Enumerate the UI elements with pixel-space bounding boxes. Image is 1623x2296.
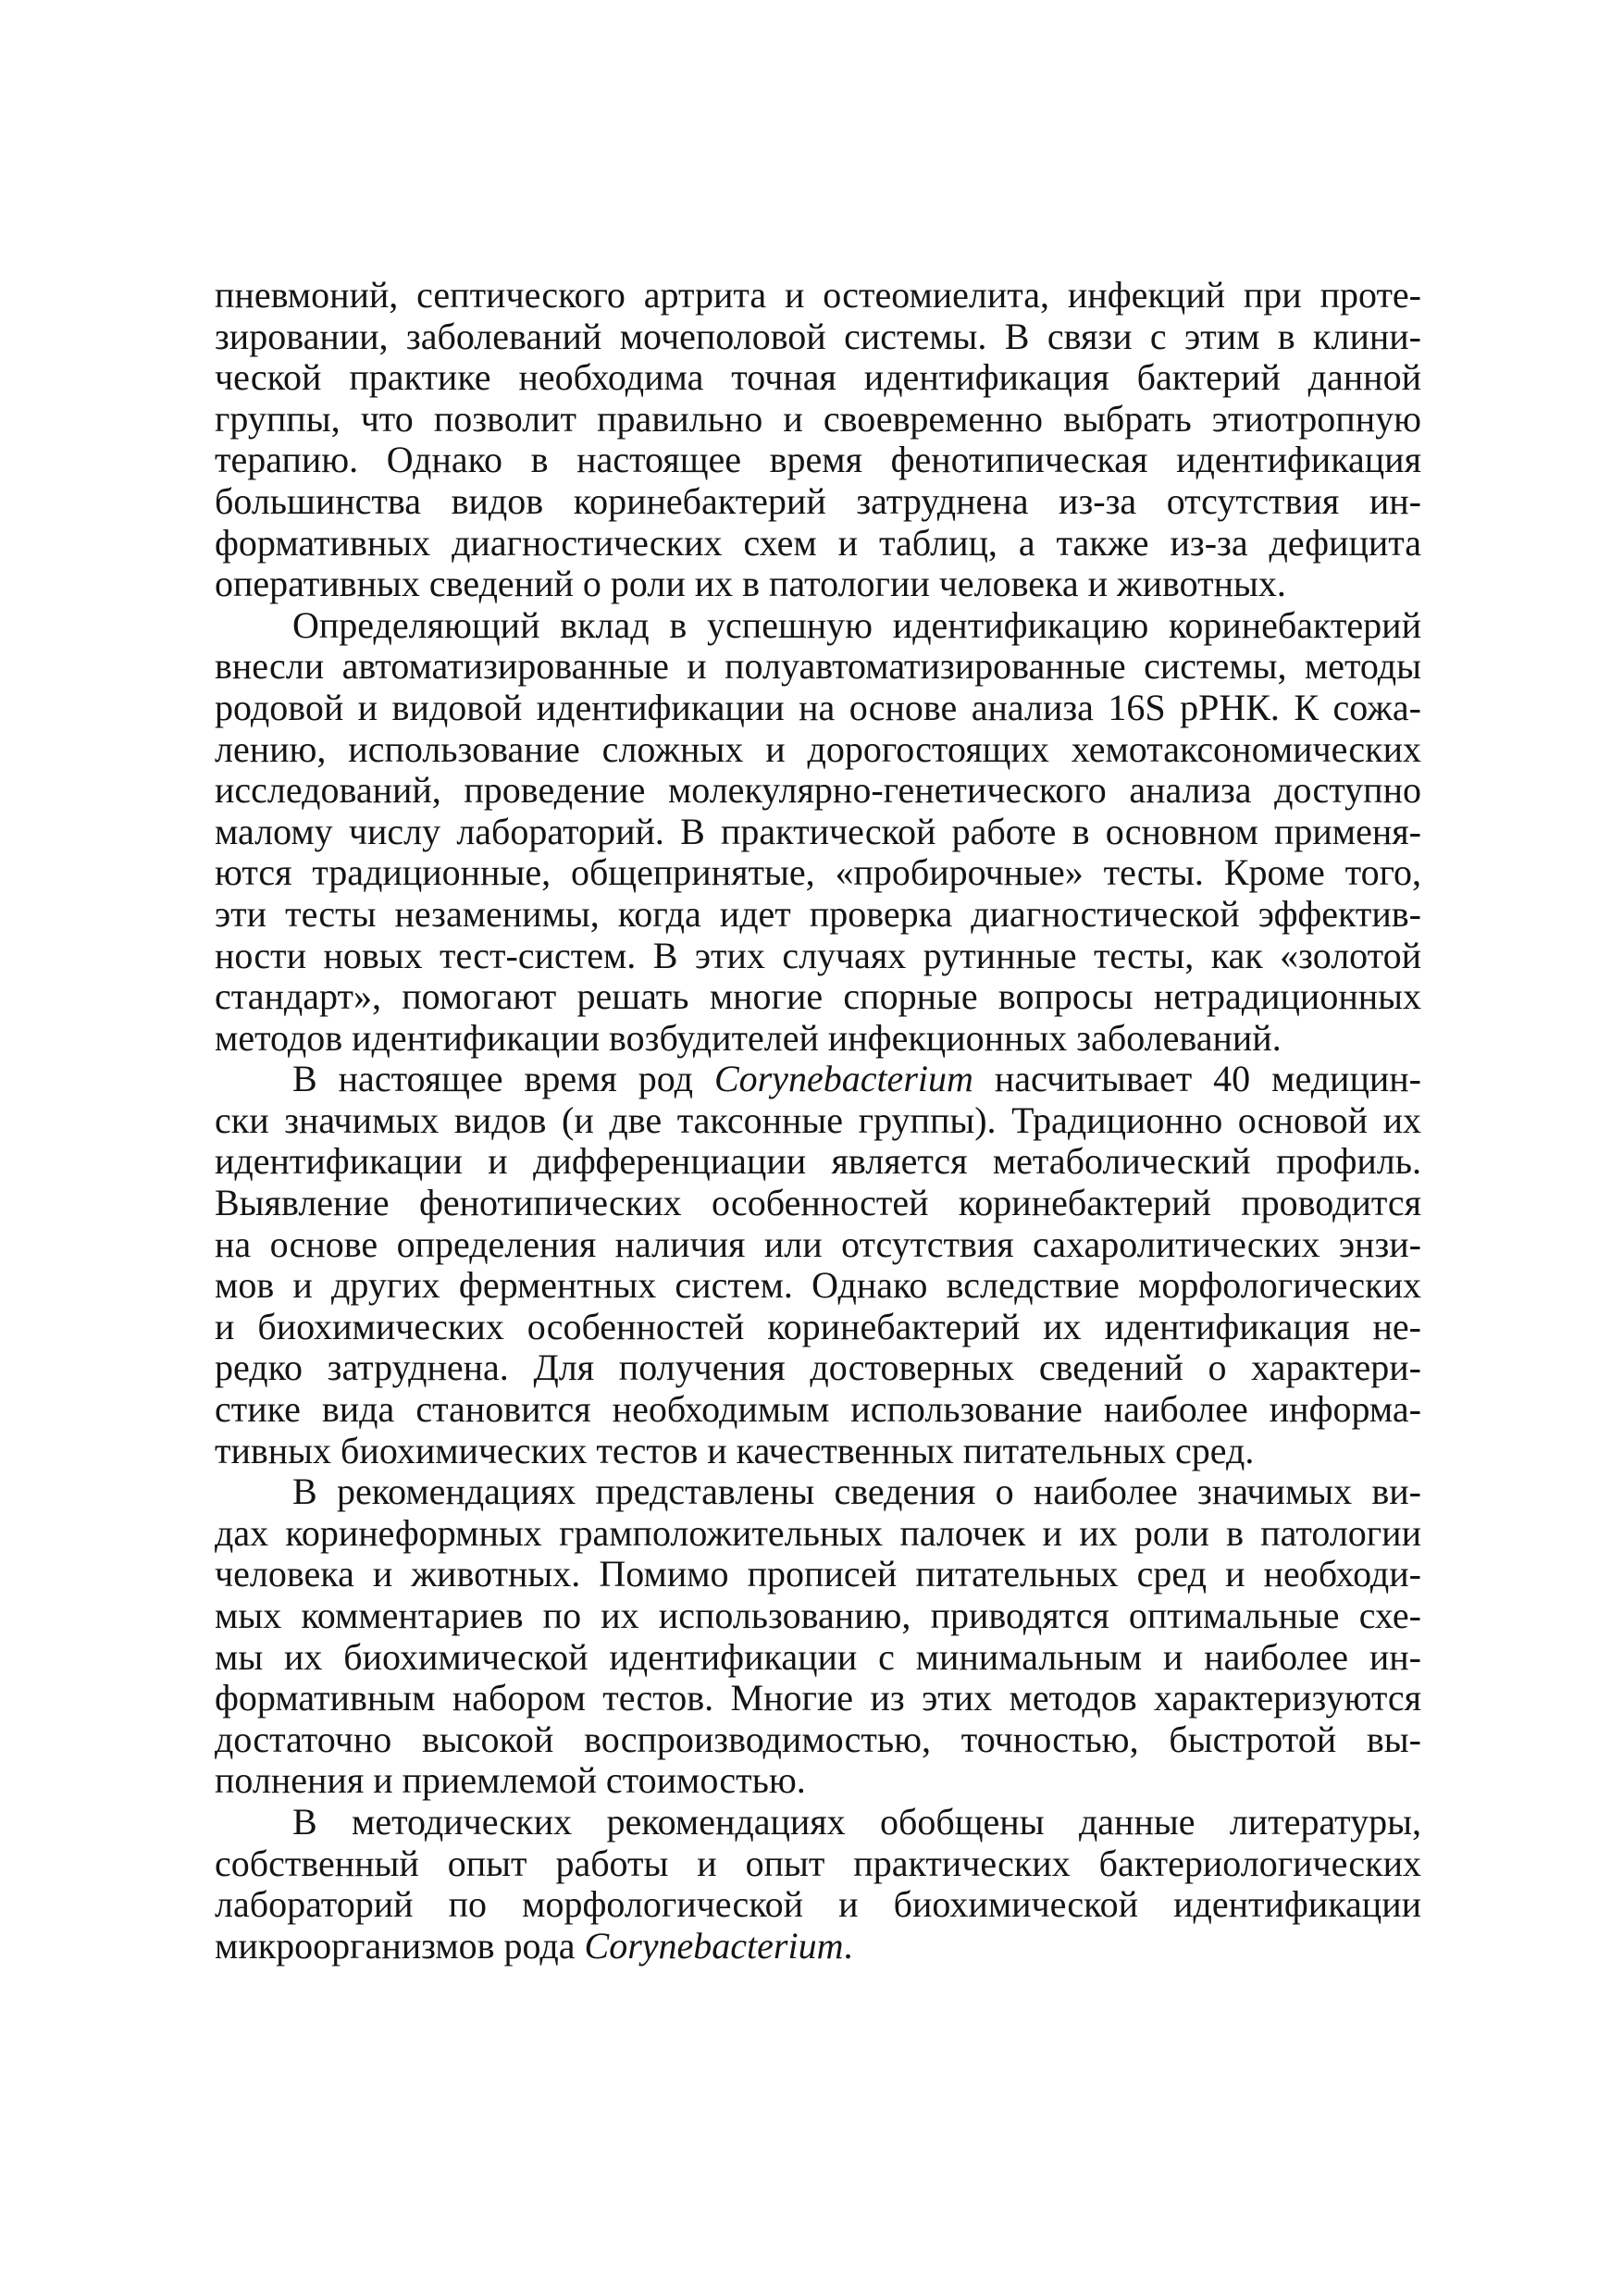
text-segment: оперативных сведений о роли их в патологии человека и животных. [215, 563, 1286, 605]
text-segment: . [843, 1924, 853, 1967]
text-segment: ски значимых видов (и две таксонные группы). Традиционно основой их [215, 1098, 1421, 1141]
paragraph-line [215, 1141, 1421, 1183]
paragraph-line [215, 399, 1421, 441]
text-segment: идентификации и дифференциации является метаболический профиль. [215, 1140, 1421, 1183]
paragraph-line [215, 605, 1421, 647]
paragraph-line [215, 1307, 1421, 1348]
paragraph-line [215, 1802, 1421, 1843]
text-segment: большинства видов коринебактерий затруднена из-за отсутствия ин- [215, 479, 1421, 522]
paragraph-line [215, 852, 1421, 894]
paragraph-line [215, 688, 1421, 729]
text-segment: насчитывает 40 медицин- [973, 1058, 1421, 1100]
paragraph-line [215, 976, 1421, 1018]
text-segment: В настоящее время род [292, 1058, 714, 1100]
text-segment: мов и других ферментных систем. Однако вследствие морфологических [215, 1264, 1421, 1307]
paragraph-line [215, 357, 1421, 399]
paragraph-line [215, 812, 1421, 853]
text-segment: исследований, проведение молекулярно-генетического анализа доступно [215, 769, 1421, 812]
paragraph-line [215, 1760, 1421, 1802]
paragraph-line [215, 1843, 1421, 1885]
text-segment: и биохимических особенностей коринебактерий их идентификация не- [215, 1305, 1421, 1347]
paragraph-line [215, 1224, 1421, 1266]
paragraph-line [215, 440, 1421, 481]
text-segment: тивных биохимических тестов и качественных питательных сред. [215, 1429, 1255, 1471]
text-segment: лению, использование сложных и дорогостоящих хемотаксономических [215, 727, 1421, 770]
text-segment: формативных диагностических схем и таблиц, а также из-за дефицита [215, 521, 1421, 564]
text-segment: родовой и видовой идентификации на основе анализа 16S рРНК. К сожа- [215, 686, 1421, 728]
paragraph-line [215, 275, 1421, 316]
text-segment: мых комментариев по их использованию, приводятся оптимальные схе- [215, 1595, 1421, 1636]
paragraph-line [215, 1018, 1421, 1060]
paragraph-line [215, 1265, 1421, 1307]
text-segment: формативным набором тестов. Многие из этих методов характеризуются [215, 1677, 1421, 1719]
paragraph-line [215, 1719, 1421, 1761]
text-segment: Определяющий вклад в успешную идентификацию коринебактерий [292, 603, 1421, 646]
text-segment: малому числу лабораторий. В практической работе в основном применя- [215, 810, 1421, 852]
paragraph-line [215, 646, 1421, 688]
text-segment: методов идентификации возбудителей инфекционных заболеваний. [215, 1016, 1282, 1059]
paragraph-line [215, 770, 1421, 812]
text-segment: пневмоний, септического артрита и остеомиелита, инфекций при проте- [215, 274, 1421, 316]
paragraph-line [215, 1100, 1421, 1142]
paragraph-line [215, 481, 1421, 523]
text-segment: ности новых тест-систем. В этих случаях рутинные тесты, как «золотой [215, 934, 1421, 976]
text-segment: эти тесты незаменимы, когда идет проверка диагностической эффектив- [215, 892, 1421, 935]
paragraph-line [215, 1554, 1421, 1595]
paragraph-line [215, 894, 1421, 936]
paragraph-line [215, 1183, 1421, 1224]
paragraph-line [215, 729, 1421, 771]
text-segment: группы, что позволит правильно и своевременно выбрать этиотропную [215, 397, 1421, 440]
text-segment: полнения и приемлемой стоимостью. [215, 1759, 806, 1802]
text-segment: ческой практике необходима точная идентификация бактерий данной [215, 356, 1421, 399]
text-segment: мы их биохимической идентификации с минимальным и наиболее ин- [215, 1635, 1421, 1678]
paragraph-line [215, 1884, 1421, 1926]
text-segment: редко затруднена. Для получения достоверных сведений о характери- [215, 1347, 1421, 1389]
text-segment: В методических рекомендациях обобщены данные литературы, [292, 1800, 1421, 1843]
paragraph-line [215, 1471, 1421, 1513]
paragraph-line [215, 936, 1421, 977]
text-segment: ются традиционные, общепринятые, «пробирочные» тесты. Кроме того, [215, 851, 1421, 894]
body-text [215, 275, 1421, 1967]
paragraph-line [215, 1431, 1421, 1472]
paragraph-line [215, 316, 1421, 358]
text-segment: дах коринеформных грамположительных палочек и их роли в патологии [215, 1511, 1421, 1554]
text-segment: стике вида становится необходимым использование наиболее информа- [215, 1388, 1421, 1431]
text-segment: терапию. Однако в настоящее время фенотипическая идентификация [215, 439, 1421, 481]
paragraph-line [215, 1637, 1421, 1679]
paragraph-line [215, 1678, 1421, 1719]
paragraph-line [215, 1059, 1421, 1100]
text-segment: собственный опыт работы и опыт практических бактериологических [215, 1842, 1421, 1884]
paragraph-line [215, 1926, 1421, 1967]
text-segment: внесли автоматизированные и полуавтоматизированные системы, методы [215, 645, 1421, 688]
text-segment: достаточно высокой воспроизводимостью, точностью, быстротой вы- [215, 1718, 1421, 1760]
text-segment: на основе определения наличия или отсутствия сахаролитических энзи- [215, 1222, 1421, 1265]
genus-name-italic: Corynebacterium [584, 1924, 844, 1967]
paragraph-line [215, 1389, 1421, 1431]
text-segment: Выявление фенотипических особенностей коринебактерий проводится [215, 1182, 1421, 1224]
genus-name-italic: Corynebacterium [713, 1058, 973, 1100]
text-segment: микроорганизмов рода [215, 1924, 585, 1967]
paragraph-line [215, 564, 1421, 605]
text-segment: стандарт», помогают решать многие спорные вопросы нетрадиционных [215, 975, 1421, 1018]
paragraph-line [215, 1595, 1421, 1637]
paragraph-line [215, 1513, 1421, 1555]
text-segment: лабораторий по морфологической и биохимической идентификации [215, 1883, 1421, 1926]
text-segment: зировании, заболеваний мочеполовой системы. В связи с этим в клини- [215, 315, 1421, 357]
paragraph-line [215, 1347, 1421, 1389]
text-segment: человека и животных. Помимо прописей питательных сред и необходи- [215, 1553, 1421, 1595]
paragraph-line [215, 523, 1421, 565]
text-segment: В рекомендациях представлены сведения о наиболее значимых ви- [292, 1471, 1421, 1513]
